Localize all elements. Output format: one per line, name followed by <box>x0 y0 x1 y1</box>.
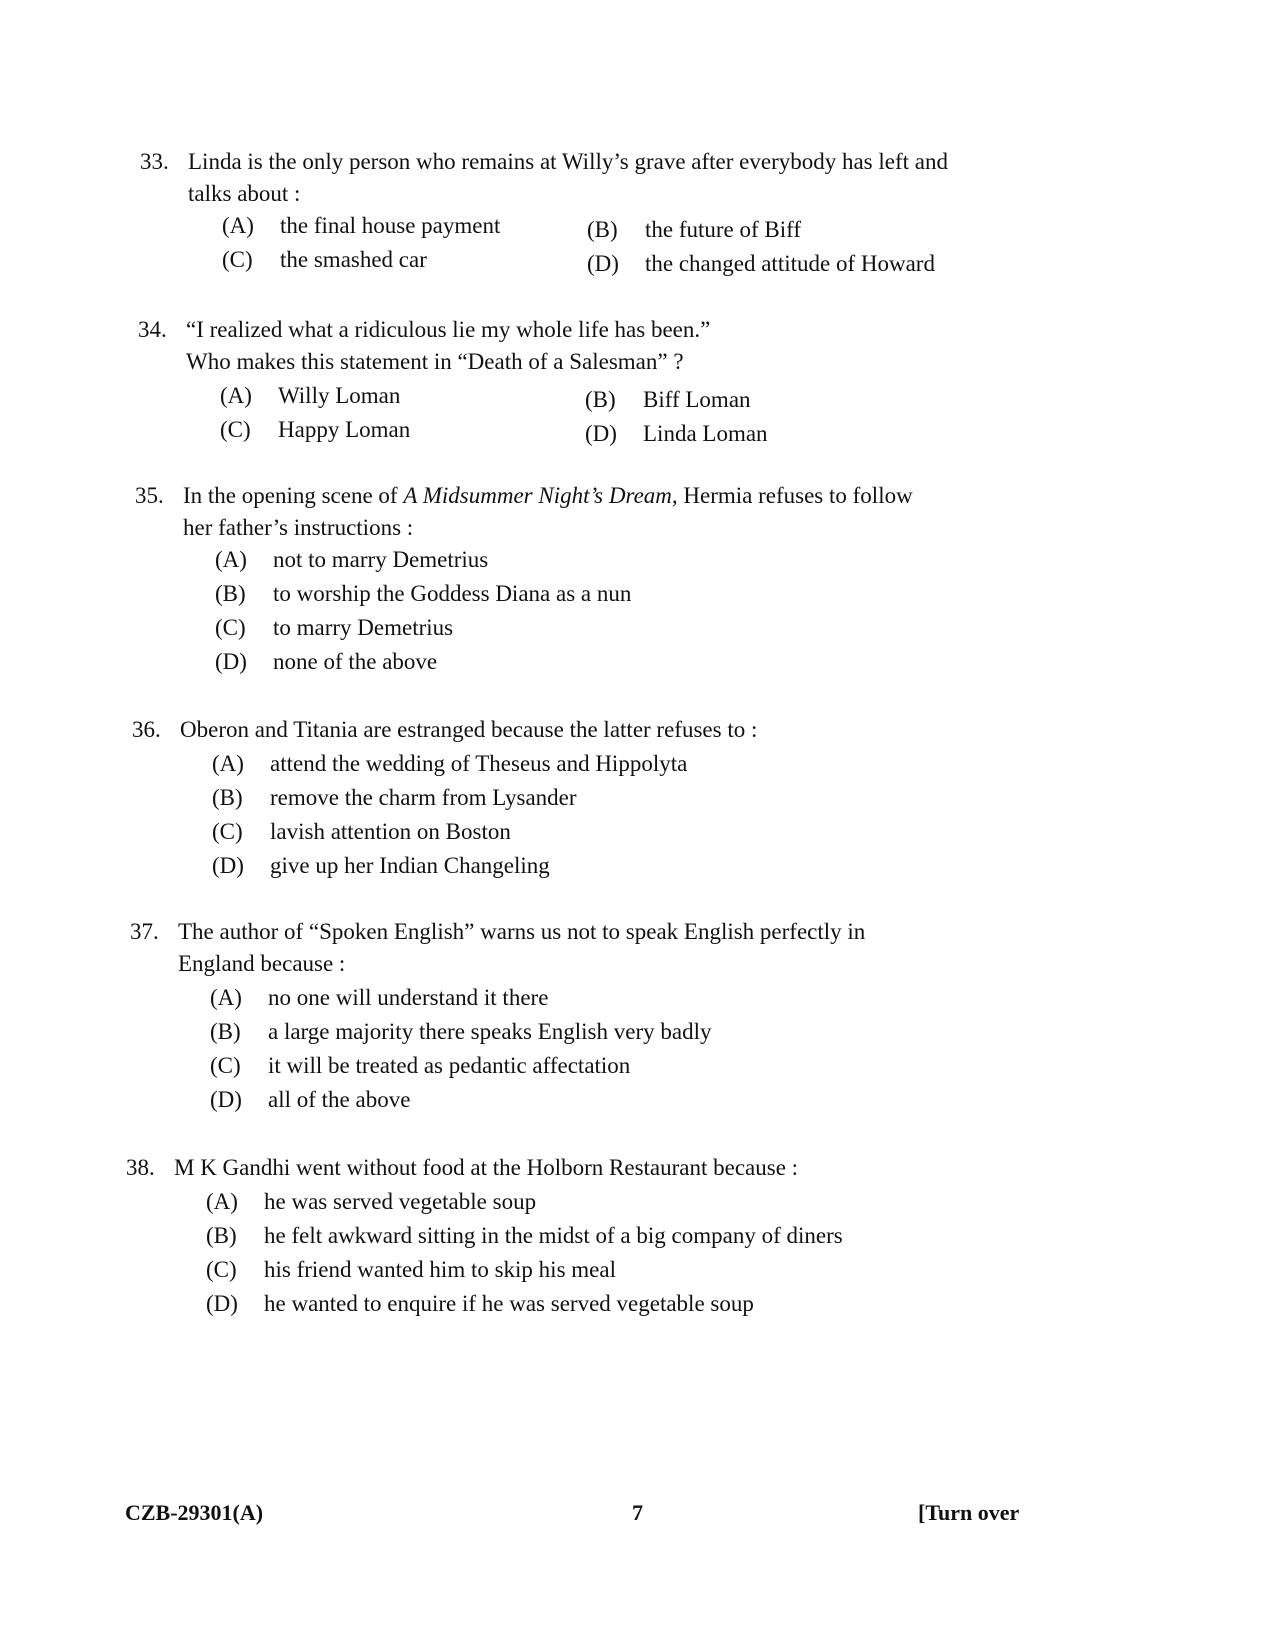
question-text: The author of “Spoken English” warns us not to speak English perfectly in England because : <box>178 919 866 976</box>
question-number: 36. <box>132 717 161 742</box>
option-text: it will be treated as pedantic affectation <box>268 1053 631 1078</box>
question-text-end: Hermia refuses to follow her father’s instructions : <box>183 483 913 540</box>
question-text-start: In the opening scene of <box>183 483 404 508</box>
work-title: A Midsummer Night’s Dream, <box>403 483 678 508</box>
option-c <box>210 1050 711 1084</box>
option-text: he felt awkward sitting in the midst of a big company of diners <box>264 1223 843 1248</box>
option-a <box>210 982 711 1016</box>
paper-code: CZB-29301(A) <box>125 1500 264 1525</box>
option-text: a large majority there speaks English very badly <box>268 1019 712 1044</box>
option-c <box>215 612 631 646</box>
option-b <box>587 214 801 246</box>
option-label: (A) <box>206 1189 238 1214</box>
option-label: (C) <box>212 819 243 844</box>
option-text: no one will understand it there <box>268 985 549 1010</box>
question-number: 37. <box>130 919 159 944</box>
option-text: Biff Loman <box>643 387 751 412</box>
question-quote: “I realized what a ridiculous lie my whole life has been.” <box>186 317 711 342</box>
option-text: to worship the Goddess Diana as a nun <box>273 581 632 606</box>
question-text <box>183 480 943 544</box>
option-b <box>215 578 631 612</box>
question-number: 35. <box>135 483 164 508</box>
option-text: all of the above <box>268 1087 411 1112</box>
option-text: lavish attention on Boston <box>270 819 511 844</box>
option-text: remove the charm from Lysander <box>270 785 577 810</box>
option-label: (C) <box>222 247 253 272</box>
option-text: his friend wanted him to skip his meal <box>264 1257 616 1282</box>
option-a <box>222 210 500 242</box>
option-text: attend the wedding of Theseus and Hippolyta <box>270 751 688 776</box>
option-d <box>210 1084 711 1118</box>
option-label: (A) <box>212 751 244 776</box>
question-text: M K Gandhi went without food at the Holborn Restaurant because : <box>174 1155 799 1180</box>
option-b <box>206 1220 843 1254</box>
option-a <box>206 1186 843 1220</box>
option-label: (A) <box>222 213 254 238</box>
option-text: to marry Demetrius <box>273 615 454 640</box>
option-text: the changed attitude of Howard <box>645 251 935 276</box>
option-label: (B) <box>587 217 618 242</box>
options <box>210 982 711 1118</box>
option-label: (B) <box>210 1019 241 1044</box>
option-c <box>222 244 427 276</box>
option-d <box>585 418 768 450</box>
option-label: (C) <box>220 417 251 442</box>
option-c <box>212 816 687 850</box>
option-d <box>215 646 631 680</box>
question-number: 33. <box>140 149 169 174</box>
option-text: the final house payment <box>280 213 501 238</box>
option-text: Linda Loman <box>643 421 768 446</box>
option-label: (A) <box>210 985 242 1010</box>
option-d <box>206 1288 843 1322</box>
option-label: (B) <box>206 1223 237 1248</box>
option-b <box>210 1016 711 1050</box>
option-b <box>212 782 687 816</box>
option-text: Happy Loman <box>278 417 411 442</box>
option-a <box>212 748 687 782</box>
turn-over-note: [Turn over <box>918 1500 1020 1525</box>
option-label: (A) <box>220 383 252 408</box>
option-c <box>206 1254 843 1288</box>
option-d <box>587 248 935 280</box>
options <box>212 748 687 884</box>
option-text: give up her Indian Changeling <box>270 853 550 878</box>
options <box>215 544 631 680</box>
option-label: (D) <box>206 1291 238 1316</box>
option-c <box>220 414 410 446</box>
question-text: Linda is the only person who remains at Willy’s grave after everybody has left and talks about : <box>188 149 948 206</box>
option-label: (B) <box>212 785 243 810</box>
option-label: (A) <box>215 547 247 572</box>
option-b <box>585 384 751 416</box>
option-label: (C) <box>210 1053 241 1078</box>
option-text: he wanted to enquire if he was served vegetable soup <box>264 1291 754 1316</box>
option-text: none of the above <box>273 649 438 674</box>
option-label: (D) <box>585 421 617 446</box>
question-text: Oberon and Titania are estranged because the latter refuses to : <box>180 717 758 742</box>
option-label: (B) <box>215 581 246 606</box>
option-text: the smashed car <box>280 247 427 272</box>
option-text: he was served vegetable soup <box>264 1189 537 1214</box>
question-text: Who makes this statement in “Death of a Salesman” ? <box>186 349 684 374</box>
option-label: (D) <box>215 649 247 674</box>
option-text: Willy Loman <box>278 383 401 408</box>
option-text: the future of Biff <box>645 217 802 242</box>
option-label: (D) <box>212 853 244 878</box>
option-label: (C) <box>206 1257 237 1282</box>
question-number: 38. <box>126 1155 155 1180</box>
option-label: (D) <box>210 1087 242 1112</box>
option-text: not to marry Demetrius <box>273 547 489 572</box>
question-number: 34. <box>138 317 167 342</box>
options <box>206 1186 843 1322</box>
option-label: (D) <box>587 251 619 276</box>
option-d <box>212 850 687 884</box>
option-a <box>215 544 631 578</box>
option-a <box>220 380 400 412</box>
option-label: (B) <box>585 387 616 412</box>
option-label: (C) <box>215 615 246 640</box>
page-number: 7 <box>632 1500 643 1525</box>
